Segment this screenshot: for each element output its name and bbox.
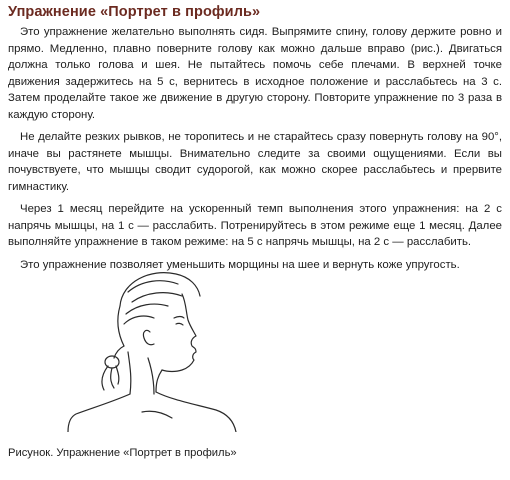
document-title: Упражнение «Портрет в профиль» xyxy=(8,4,261,20)
paragraph-4: Это упражнение позволяет уменьшить морщины на шее и вернуть коже упругость. xyxy=(20,258,460,271)
paragraph-2: Не делайте резких рывков, не торопитесь и не старайтесь сразу повернуть голову на 90°, иначе вы растянете мышцы. Внимательно следите за своими ощущениями. Если вы почувствуете, что мышцы сводит судорогой, как можно скорее расслабьтесь и прервите гимнастику. xyxy=(8,131,502,193)
figure-caption: Рисунок. Упражнение «Портрет в профиль» xyxy=(8,447,237,459)
paragraph-3: Через 1 месяц перейдите на ускоренный темп выполнения этого упражнения: на 2 с напрячь мышцы, на 1 с — расслабить. Потренируйтесь в этом режиме еще 1 месяц. Далее выполняйте упражнение в таком режиме: на 5 с напрячь мышцы, на 2 с — расслабить. xyxy=(8,203,502,248)
document-body xyxy=(8,24,502,279)
woman-profile-drawing xyxy=(62,262,262,432)
paragraph-1: Это упражнение желательно выполнять сидя. Выпрямите спину, голову держите ровно и прямо. Медленно, плавно поверните голову как можно дальше вправо (рис.). Двигаться должна только голова и шея. Не пытайтесь помочь себе плечами. В верхней точке движения задержитесь на 5 с, вернитесь в исходное положение и расслабьтесь на 3 с. Затем проделайте такое же движение в другую сторону. Повторите упражнение по 3 раза в каждую сторону. xyxy=(8,26,502,121)
profile-illustration xyxy=(62,262,262,432)
